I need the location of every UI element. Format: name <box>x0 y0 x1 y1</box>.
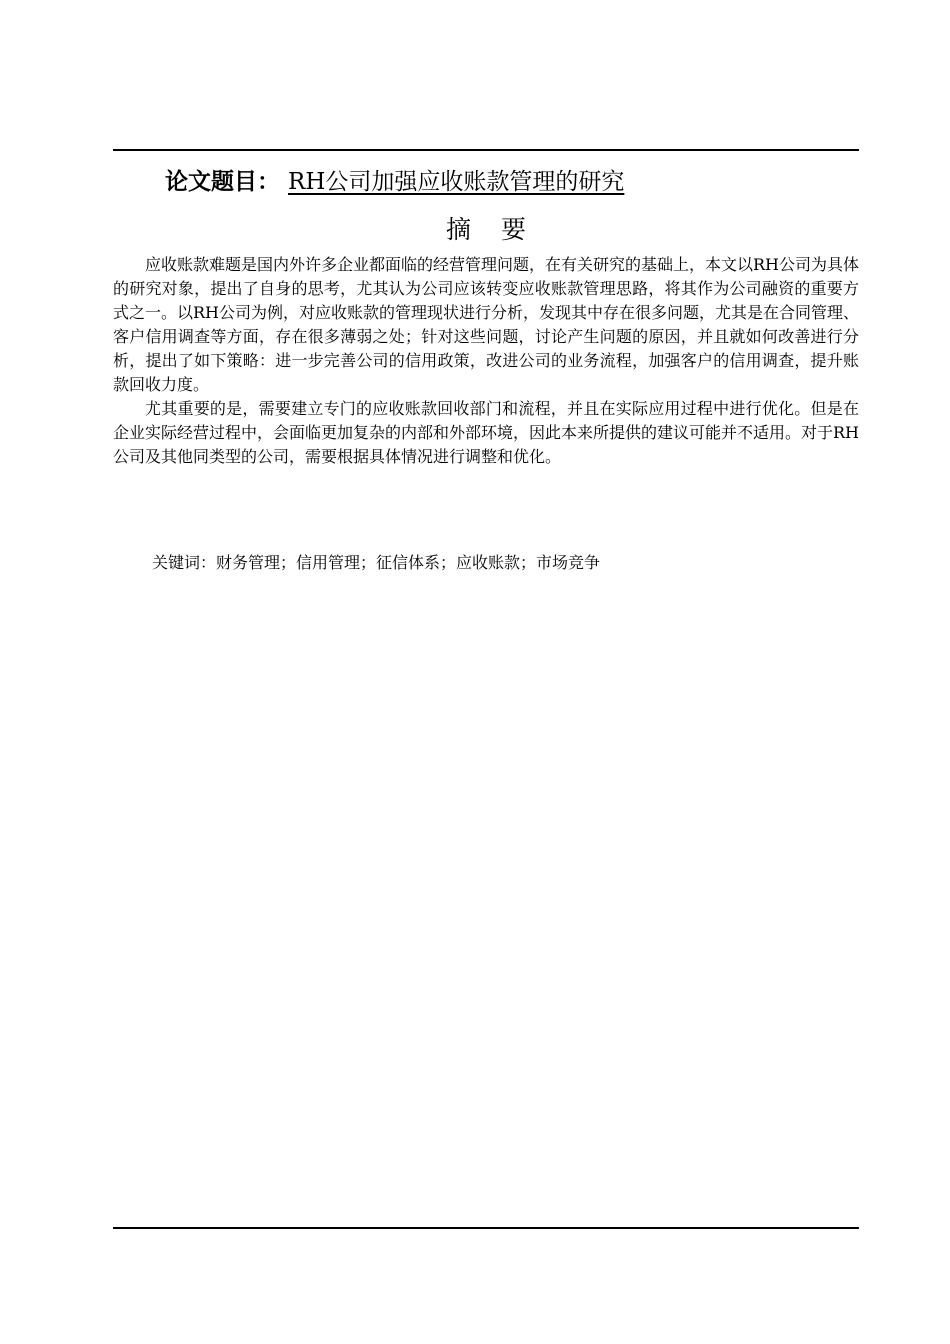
abstract-heading: 摘要 <box>445 215 556 244</box>
keywords-line: 关键词：财务管理；信用管理；征信体系；应收账款；市场竞争 <box>152 553 601 572</box>
top-divider <box>113 149 859 151</box>
thesis-title-label: 论文题目： <box>165 169 280 195</box>
abstract-paragraph-1: 应收账款难题是国内外许多企业都面临的经营管理问题，在有关研究的基础上，本文以RH公司为具体的研究对象，提出了自身的思考，尤其认为公司应该转变应收账款管理思路，将其作为公司融资的重要方式之一。以RH公司为例，对应收账款的管理现状进行分析，发现其中存在很多问题，尤其是在合同管理、客户信用调查等方面，存在很多薄弱之处；针对这些问题，讨论产生问题的原因，并且就如何改善进行分析，提出了如下策略：进一步完善公司的信用政策，改进公司的业务流程，加强客户的信用调查，提升账款回收力度。 <box>113 255 860 394</box>
thesis-title-value: RH公司加强应收账款管理的研究 <box>288 169 625 195</box>
abstract-body <box>113 253 859 469</box>
bottom-divider <box>113 1227 859 1229</box>
thesis-title-line <box>165 164 855 200</box>
abstract-paragraph-2: 尤其重要的是，需要建立专门的应收账款回收部门和流程，并且在实际应用过程中进行优化。但是在企业实际经营过程中，会面临更加复杂的内部和外部环境，因此本来所提供的建议可能并不适用。对于RH公司及其他同类型的公司，需要根据具体情况进行调整和优化。 <box>113 399 860 466</box>
